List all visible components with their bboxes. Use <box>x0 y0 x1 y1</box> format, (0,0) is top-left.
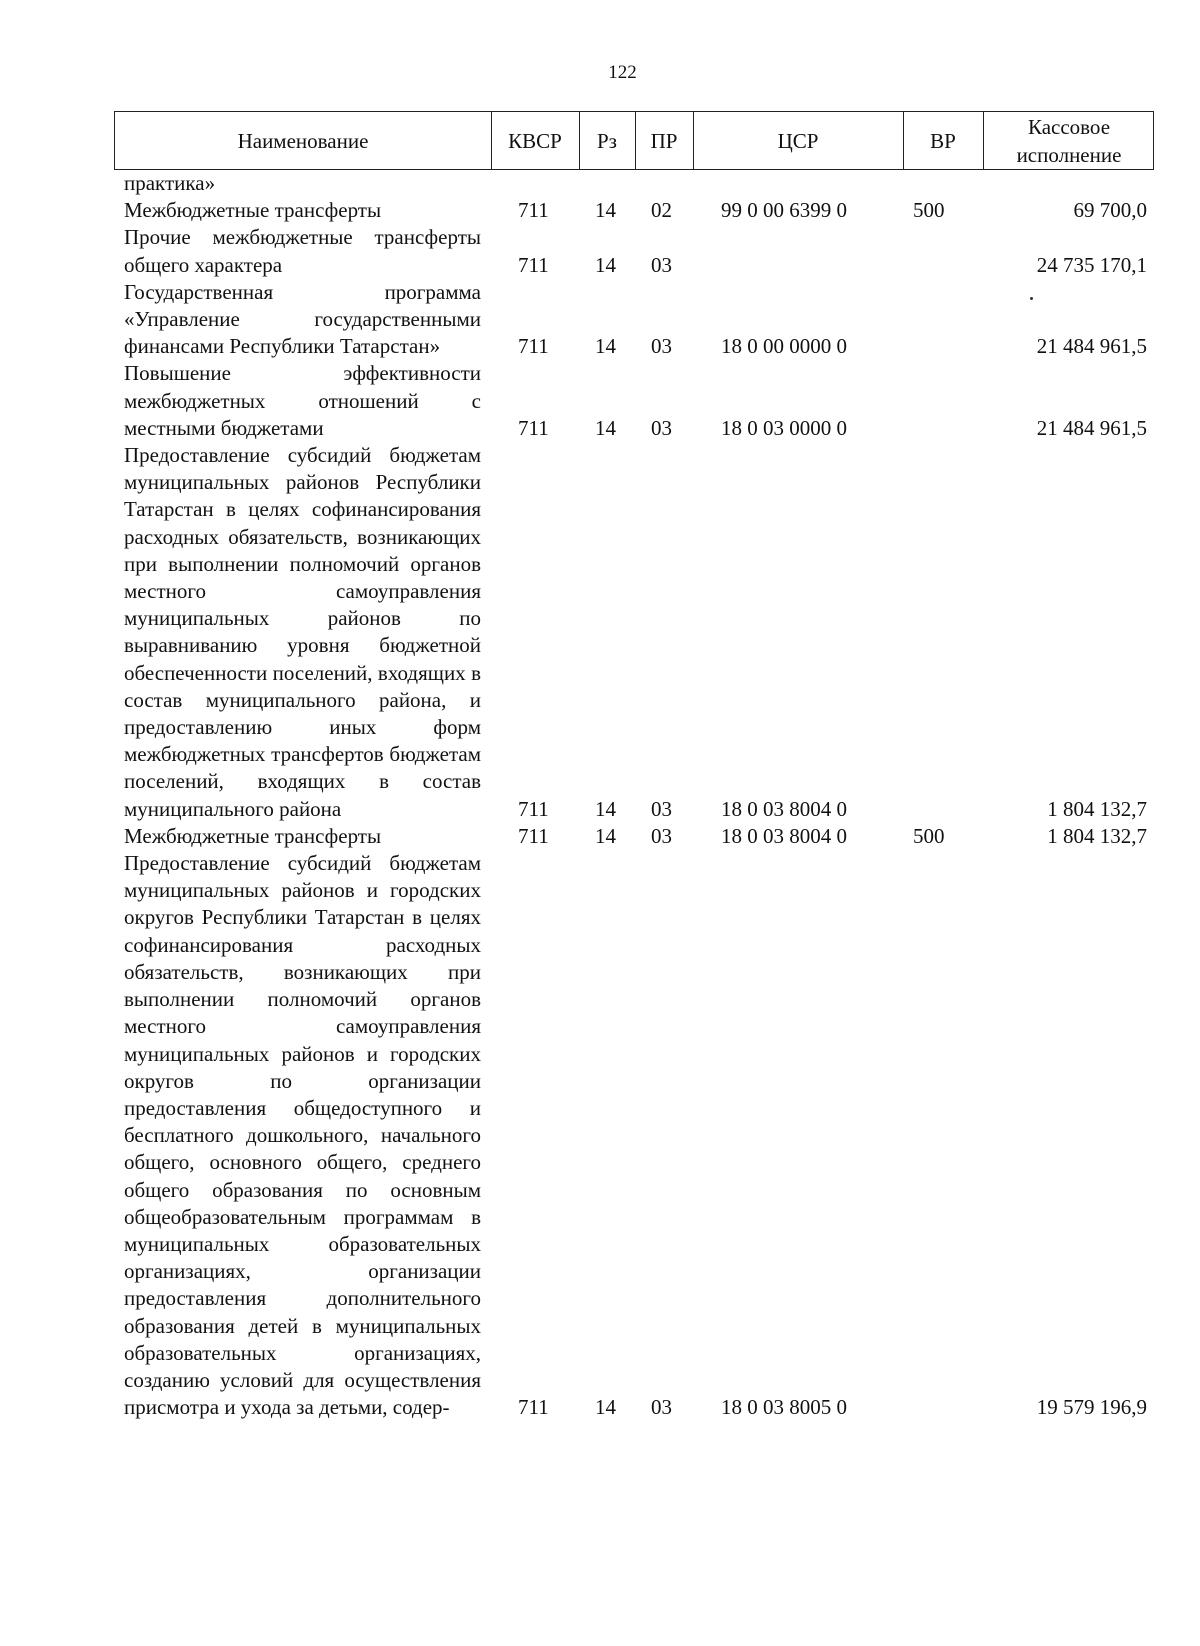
row-vr: 500 <box>913 823 945 848</box>
row-kvsr: 711 <box>518 334 549 359</box>
table-row <box>0 850 1200 1421</box>
row-pr: 03 <box>651 823 672 848</box>
header-vr: ВР <box>930 128 956 153</box>
table-body <box>0 170 1200 1421</box>
row-name: Государственная программа «Управление государственными финансами Республики Татарстан» <box>124 279 481 359</box>
table-row <box>0 170 1200 197</box>
table-row <box>0 224 1200 278</box>
row-kvsr: 711 <box>518 823 549 848</box>
row-pr: 03 <box>651 252 672 277</box>
row-pr: 02 <box>651 198 672 223</box>
header-rz: Рз <box>597 128 617 153</box>
header-amount-line1: Кассовое <box>1027 114 1111 139</box>
row-kvsr: 711 <box>518 1395 549 1420</box>
table-row <box>0 360 1200 442</box>
row-pr: 03 <box>651 796 672 821</box>
header-amount <box>983 112 1155 169</box>
row-csr: 18 0 03 8004 0 <box>721 823 847 848</box>
row-csr: 99 0 00 6399 0 <box>721 198 847 223</box>
table-header <box>114 111 1154 170</box>
table-row <box>0 197 1200 224</box>
row-kvsr: 711 <box>518 252 549 277</box>
header-name: Наименование <box>237 128 369 153</box>
row-name: Предоставление субсидий бюджетам муниципальных районов Республики Татарстан в целях софинансирования расходных обязательств, возникающих при выполнении полномочий органов местного самоуправления муниципальных районов по выравниванию уровня бюджетной обеспеченности поселений, входящих в состав муниципального района, и предоставлению иных форм межбюджетных трансфертов бюджетам поселений, входящих в состав муниципального района <box>124 443 481 821</box>
row-rz: 14 <box>595 1395 616 1420</box>
row-name: Межбюджетные трансферты <box>124 823 382 848</box>
table-row <box>0 442 1200 823</box>
row-rz: 14 <box>595 823 616 848</box>
page-number: 122 <box>608 62 637 83</box>
row-kvsr: 711 <box>518 796 549 821</box>
row-amount: 69 700,0 <box>1073 198 1147 223</box>
row-csr: 18 0 03 0000 0 <box>721 415 847 440</box>
row-amount: 1 804 132,7 <box>1047 796 1147 821</box>
row-pr: 03 <box>651 334 672 359</box>
row-name: практика» <box>124 171 216 195</box>
row-csr: 18 0 03 8004 0 <box>721 796 847 821</box>
row-amount: 19 579 196,9 <box>1036 1395 1147 1420</box>
row-rz: 14 <box>595 415 616 440</box>
row-rz: 14 <box>595 334 616 359</box>
row-csr: 18 0 03 8005 0 <box>721 1395 847 1420</box>
row-rz: 14 <box>595 796 616 821</box>
row-rz: 14 <box>595 252 616 277</box>
row-name: Прочие межбюджетные трансферты общего характера <box>124 225 481 277</box>
row-amount: 1 804 132,7 <box>1047 823 1147 848</box>
header-csr: ЦСР <box>777 128 819 153</box>
table-row <box>0 279 1200 361</box>
row-pr: 03 <box>651 1395 672 1420</box>
header-kvsr: КВСР <box>508 128 562 153</box>
header-pr: ПР <box>650 128 678 153</box>
scan-speck <box>1030 297 1033 300</box>
row-vr: 500 <box>913 198 945 223</box>
header-amount-line2: исполнение <box>1016 142 1122 167</box>
row-name: Межбюджетные трансферты <box>124 198 382 223</box>
row-rz: 14 <box>595 198 616 223</box>
row-amount: 24 735 170,1 <box>1036 252 1147 277</box>
table-row <box>0 823 1200 850</box>
row-name: Предоставление субсидий бюджетам муниципальных районов и городских округов Республики Татарстан в целях софинансирования расходных обязательств, возникающих при выполнении полномочий органов местного самоуправления муниципальных районов и городских округов по организации предоставления общедоступного и бесплатного дошкольного, начального общего, основного общего, среднего общего образования по основным общеобразовательным программам в муниципальных образовательных организациях, организации предоставления дополнительного образования детей в муниципальных образовательных организациях, созданию условий для осуществления присмотра и ухода за детьми, содер- <box>124 851 481 1420</box>
row-amount: 21 484 961,5 <box>1036 334 1147 359</box>
row-pr: 03 <box>651 415 672 440</box>
row-name: Повышение эффективности межбюджетных отношений с местными бюджетами <box>124 361 481 440</box>
row-kvsr: 711 <box>518 198 549 223</box>
row-csr: 18 0 00 0000 0 <box>721 334 847 359</box>
row-amount: 21 484 961,5 <box>1036 415 1147 440</box>
row-kvsr: 711 <box>518 415 549 440</box>
